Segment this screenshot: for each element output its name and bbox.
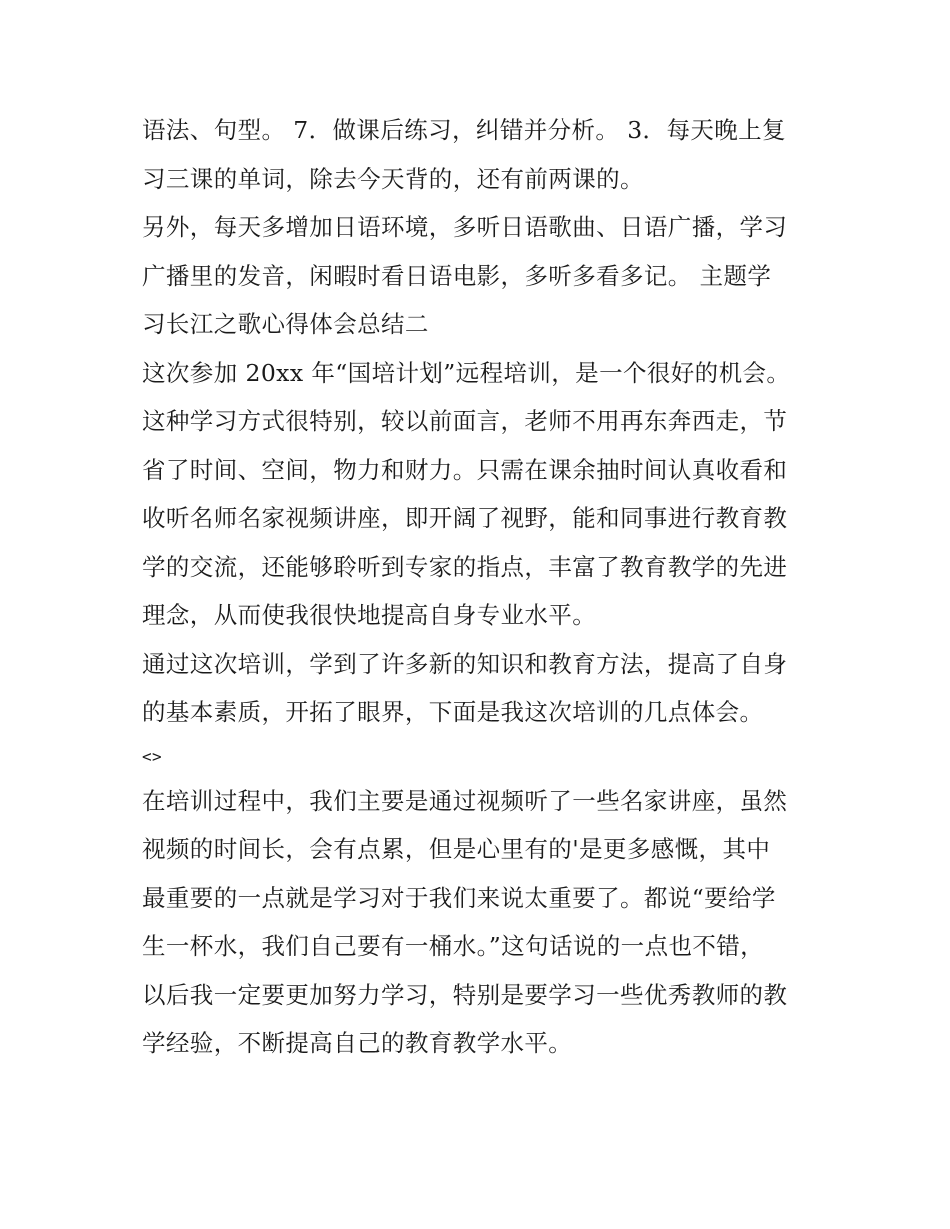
- text-line: 视频的时间长，会有点累，但是心里有的'是更多感慨，其中: [142, 835, 771, 863]
- document-body: [142, 106, 822, 1068]
- text-line: 理念，从而使我很快地提高自身专业水平。: [142, 601, 597, 629]
- text-line: 另外，每天多增加日语环境，多听日语歌曲、日语广播，学习: [142, 213, 788, 241]
- text-line: 收听名师名家视频讲座，即开阔了视野，能和同事进行教育教: [142, 504, 788, 532]
- text-line: 以后我一定要更加努力学习，特别是要学习一些优秀教师的教: [142, 980, 788, 1009]
- text-line: 的基本素质，开拓了眼界，下面是我这次培训的几点体会。: [142, 698, 764, 726]
- text-line: 这种学习方式很特别，较以前面言，老师不用再东奔西走，节: [142, 407, 788, 435]
- text-line: 省了时间、空间，物力和财力。只需在课余抽时间认真收看和: [142, 455, 788, 484]
- text-line: 习长江之歌心得体会总结二: [142, 310, 429, 338]
- text-line: 学经验，不断提高自己的教育教学水平。: [142, 1029, 573, 1057]
- text-line: 最重要的一点就是学习对于我们来说太重要了。都说“要给学: [142, 883, 776, 912]
- text-line: 通过这次培训，学到了许多新的知识和教育方法，提高了自身: [142, 649, 788, 678]
- text-line: 习三课的单词，除去今天背的，还有前两课的。: [142, 164, 644, 193]
- text-line: <>: [142, 746, 163, 766]
- text-line: 生一杯水，我们自己要有一桶水。”这句话说的一点也不错，: [142, 932, 765, 960]
- text-line: 这次参加 20xx 年“国培计划”远程培训，是一个很好的机会。: [142, 358, 791, 387]
- text-line: 广播里的发音，闲暇时看日语电影，多听多看多记。 主题学: [142, 261, 772, 290]
- text-line: 在培训过程中，我们主要是通过视频听了一些名家讲座，虽然: [142, 786, 788, 815]
- text-line: 语法、句型。 7．做课后练习，纠错并分析。 3．每天晚上复: [142, 116, 786, 144]
- text-line: 学的交流，还能够聆听到专家的指点，丰富了教育教学的先进: [142, 552, 788, 581]
